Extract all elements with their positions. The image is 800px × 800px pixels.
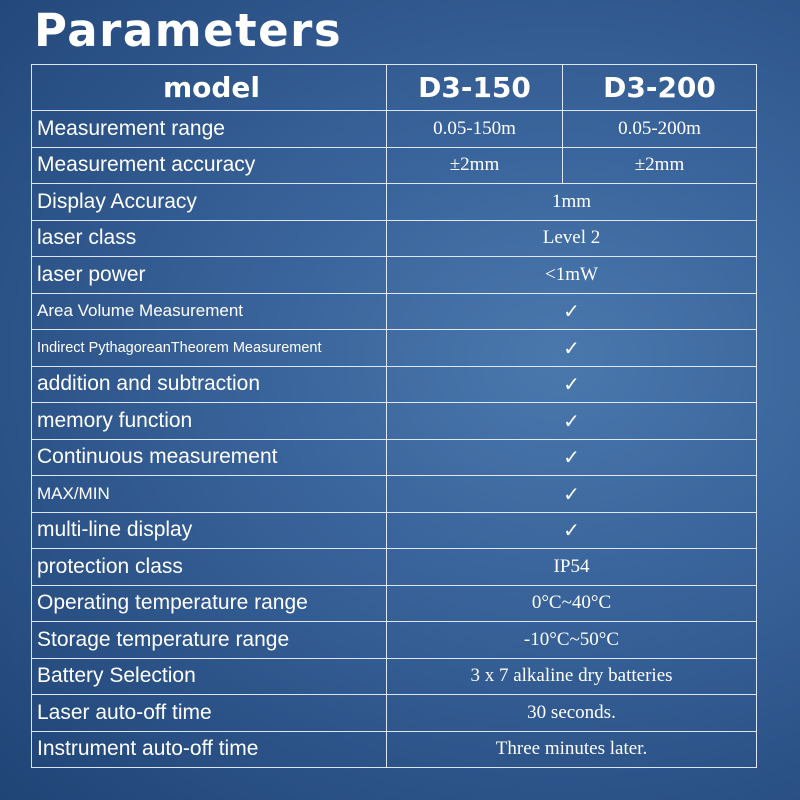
row-label: Operating temperature range (32, 585, 387, 622)
row-label: addition and subtraction (32, 366, 387, 403)
row-label: Storage temperature range (32, 622, 387, 659)
table-row (32, 585, 757, 622)
table-row (32, 512, 757, 549)
row-label: Measurement range (32, 111, 387, 148)
row-label: MAX/MIN (32, 476, 387, 513)
row-label: laser class (32, 220, 387, 257)
checkmark-icon: ✓ (387, 403, 757, 440)
row-value-d3-150: ±2mm (387, 147, 563, 184)
row-label: Battery Selection (32, 658, 387, 695)
row-value: Three minutes later. (387, 731, 757, 768)
checkmark-icon: ✓ (387, 330, 757, 367)
table-row (32, 220, 757, 257)
row-value: -10°C~50°C (387, 622, 757, 659)
row-label: Instrument auto-off time (32, 731, 387, 768)
table-row (32, 439, 757, 476)
checkmark-icon: ✓ (387, 476, 757, 513)
row-label: laser power (32, 257, 387, 294)
checkmark-icon: ✓ (387, 512, 757, 549)
page-title: Parameters (34, 4, 343, 57)
table-row (32, 257, 757, 294)
table-row (32, 731, 757, 768)
table-row (32, 549, 757, 586)
row-value: <1mW (387, 257, 757, 294)
row-label: Indirect PythagoreanTheorem Measurement (32, 330, 387, 367)
header-model-d3-150: D3-150 (387, 65, 563, 111)
table-row (32, 184, 757, 221)
table-row (32, 622, 757, 659)
row-value-d3-150: 0.05-150m (387, 111, 563, 148)
row-value: IP54 (387, 549, 757, 586)
checkmark-icon: ✓ (387, 293, 757, 330)
table-row (32, 147, 757, 184)
row-value: Level 2 (387, 220, 757, 257)
table-row (32, 658, 757, 695)
row-label: Laser auto-off time (32, 695, 387, 732)
table-row (32, 293, 757, 330)
table-row (32, 111, 757, 148)
checkmark-icon: ✓ (387, 366, 757, 403)
table-header-row (32, 65, 757, 111)
row-value: 0°C~40°C (387, 585, 757, 622)
table-row (32, 366, 757, 403)
row-label: Display Accuracy (32, 184, 387, 221)
row-value-d3-200: 0.05-200m (563, 111, 757, 148)
table-row (32, 695, 757, 732)
row-value-d3-200: ±2mm (563, 147, 757, 184)
row-label: protection class (32, 549, 387, 586)
row-label: Area Volume Measurement (32, 293, 387, 330)
checkmark-icon: ✓ (387, 439, 757, 476)
header-model-d3-200: D3-200 (563, 65, 757, 111)
row-value: 30 seconds. (387, 695, 757, 732)
table-row (32, 403, 757, 440)
row-label: Measurement accuracy (32, 147, 387, 184)
table-row (32, 476, 757, 513)
parameters-table (31, 64, 757, 768)
row-label: Continuous measurement (32, 439, 387, 476)
header-model-label: model (32, 65, 387, 111)
row-value: 1mm (387, 184, 757, 221)
table-row (32, 330, 757, 367)
row-label: multi-line display (32, 512, 387, 549)
row-label: memory function (32, 403, 387, 440)
row-value: 3 x 7 alkaline dry batteries (387, 658, 757, 695)
